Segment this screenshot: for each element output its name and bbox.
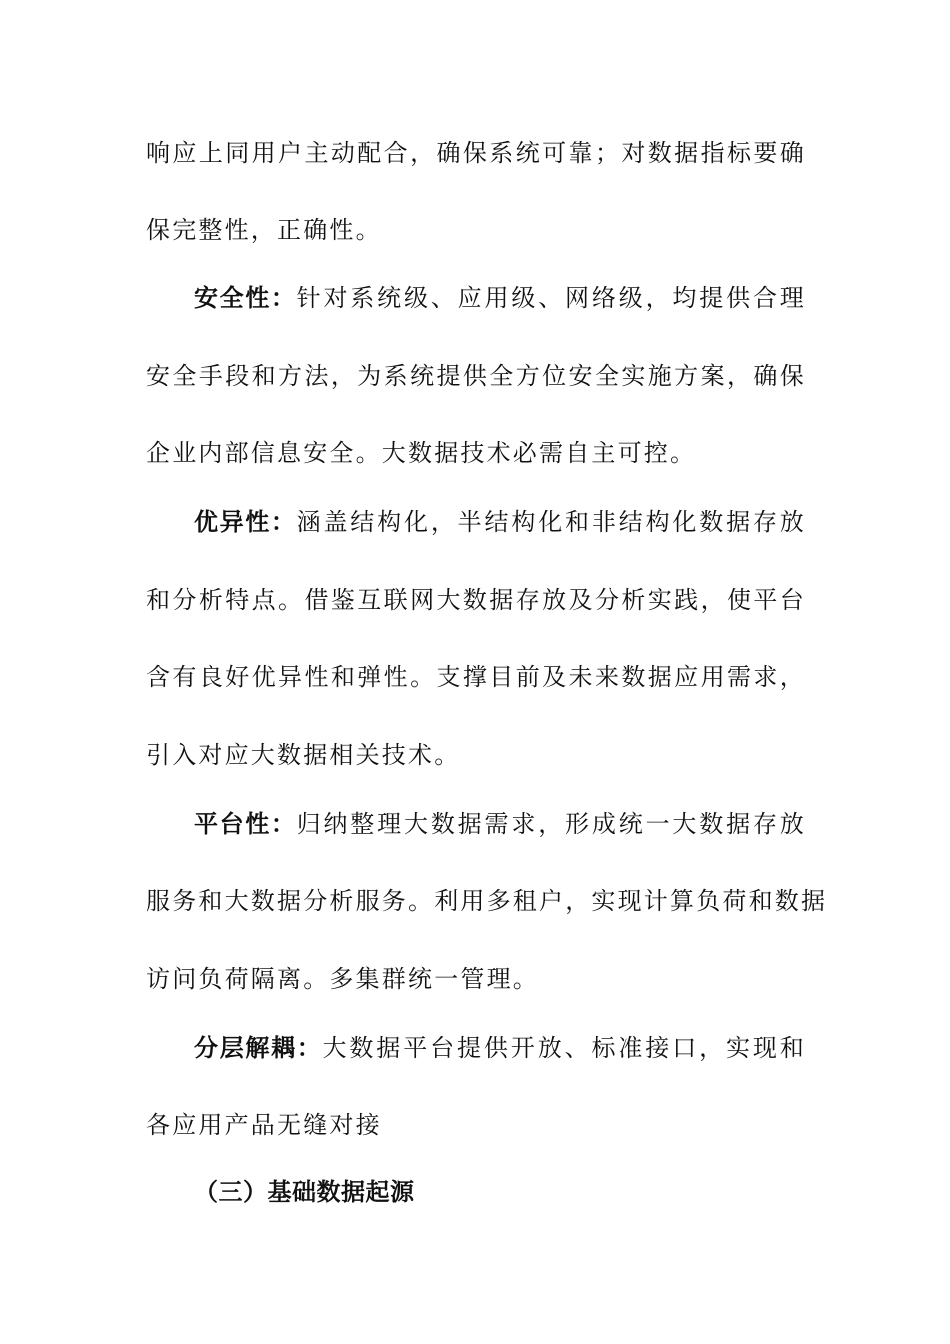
body-text: 各应用产品无缝对接 [146,1111,382,1139]
body-text: 引入对应大数据相关技术。 [146,741,461,769]
body-text: 含有良好优异性和弹性。支撑目前及未来数据应用需求， [146,663,806,691]
paragraph-excellence-line-3 [146,661,806,693]
body-text: 涵盖结构化，半结构化和非结构化数据存放 [296,508,807,536]
paragraph-label-platform: 平台性： [194,810,297,838]
body-text: 归纳整理大数据需求，形成统一大数据存放 [296,810,807,838]
paragraph-label-security: 安全性： [194,284,297,312]
paragraph-security-line-2 [146,360,806,392]
body-text: 服务和大数据分析服务。利用多租户，实现计算负荷和数据 [146,887,828,915]
body-text: 保完整性，正确性。 [146,216,382,244]
paragraph-platform-line-2 [146,885,828,917]
paragraph-label-excellence: 优异性： [194,508,297,536]
paragraph-reliability-line-1 [146,137,806,169]
paragraph-excellence-line-1 [194,506,806,538]
paragraph-security-line-3 [146,437,806,469]
body-text: 企业内部信息安全。大数据技术必需自主可控。 [146,439,697,467]
paragraph-label-decoupling: 分层解耦： [194,1034,323,1062]
paragraph-platform-line-1 [194,808,806,840]
section-heading: （三）基础数据起源 [194,1178,415,1206]
paragraph-security-line-1 [194,282,806,314]
body-text: 访问负荷隔离。多集群统一管理。 [146,965,539,993]
body-text: 针对系统级、应用级、网络级，均提供合理 [296,284,807,312]
body-text: 大数据平台提供开放、标准接口，实现和 [322,1034,806,1062]
paragraph-excellence-line-2 [146,584,806,616]
paragraph-decoupling-line-2 [146,1109,806,1141]
body-text: 和分析特点。借鉴互联网大数据存放及分析实践，使平台 [146,586,806,614]
paragraph-excellence-line-4 [146,739,806,771]
paragraph-decoupling-line-1 [194,1032,806,1064]
paragraph-platform-line-3 [146,963,806,995]
body-text: 响应上同用户主动配合，确保系统可靠；对数据指标要确 [146,139,806,167]
body-text: 安全手段和方法，为系统提供全方位安全实施方案，确保 [146,362,806,390]
paragraph-reliability-line-2 [146,214,806,246]
